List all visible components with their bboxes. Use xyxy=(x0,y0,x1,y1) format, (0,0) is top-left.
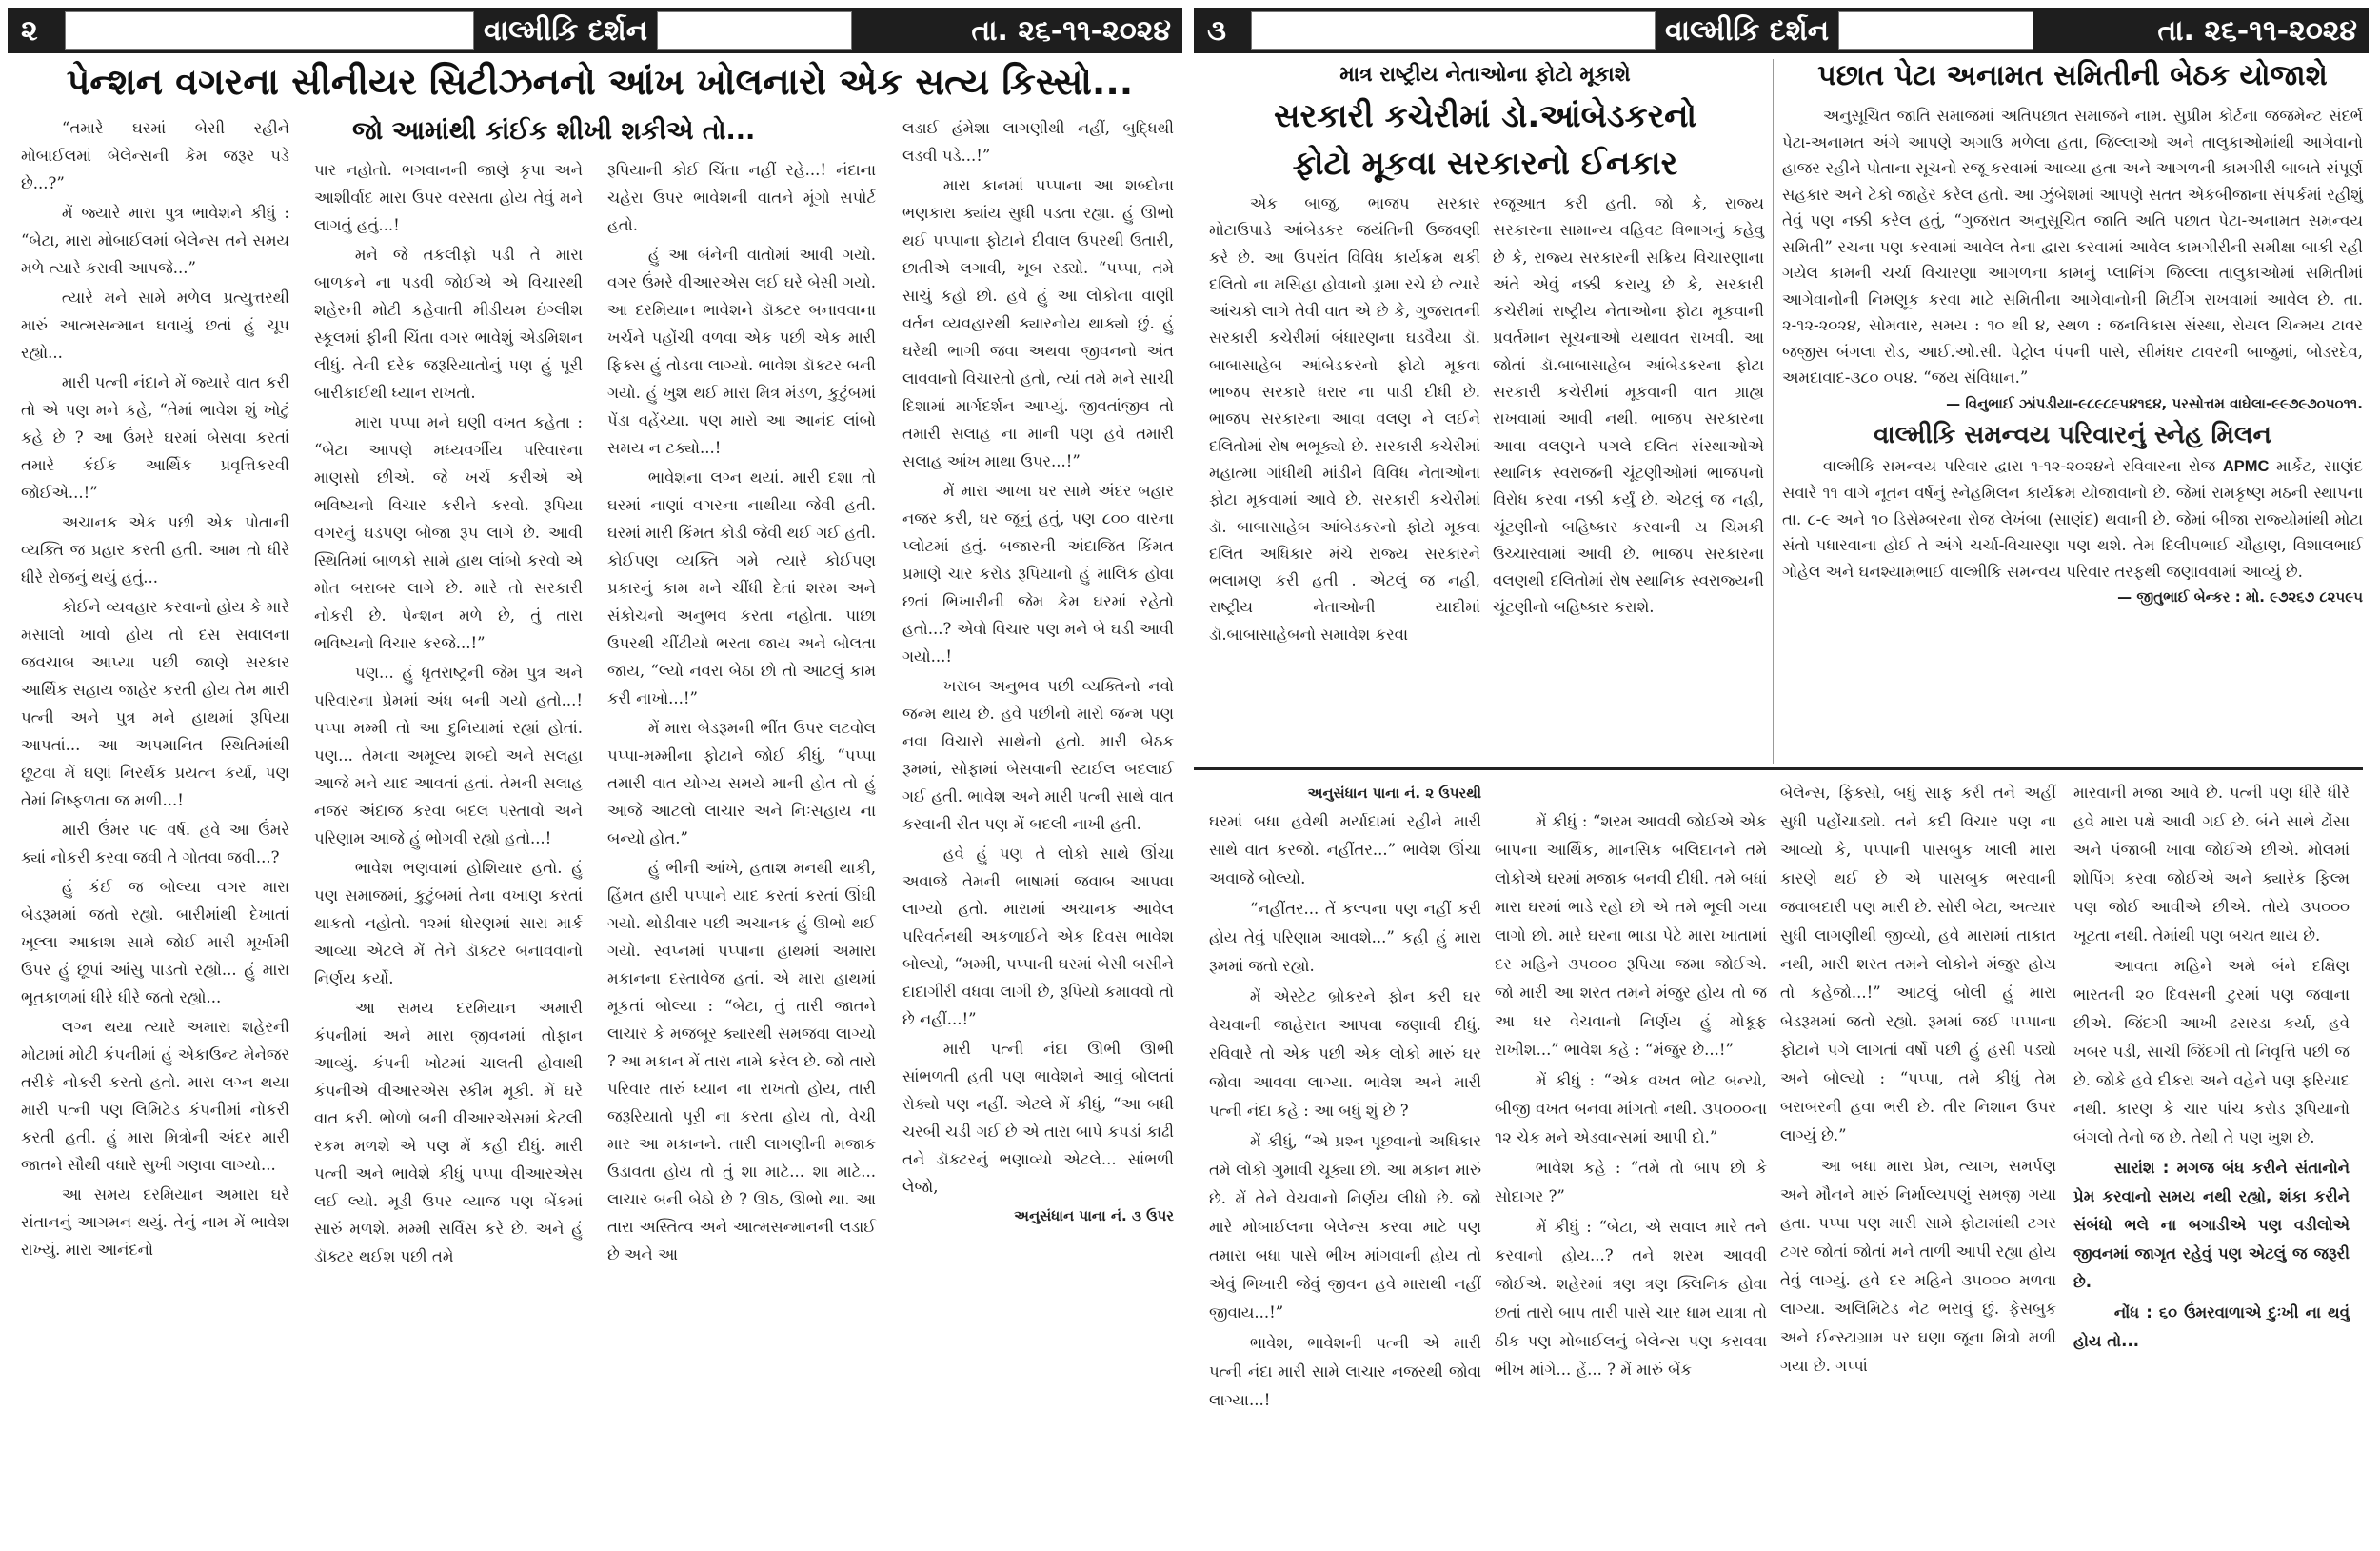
masthead-ad-box xyxy=(657,11,852,50)
paragraph: આ સમય દરમિયાન અમારા ઘરે સંતાનનું આગમન થયું. તેનું નામ મેં ભાવેશ રાખ્યું. મારા આનંદનો xyxy=(21,1185,289,1259)
sub-headline: જો આમાંથી કાંઈક શીખી શકીએ તો... xyxy=(352,116,756,146)
paragraph: હવે હું પણ તે લોકો સાથે ઊંચા અવાજે તેમની ભાષામાં જવાબ આપવા લાગ્યો હતો. મારામાં અચાનક આવેલ પરિવર્તનથી અકળાઈને એક દિવસ ભાવેશ બોલ્યો, “મમ્મી, પપ્પાની ઘરમાં બેસી બસીને દાદાગીરી વધવા લાગી છે, રૂપિયો કમાવવો તો છે નહીં...!” xyxy=(902,845,1174,1028)
masthead-ad-box xyxy=(1838,11,2033,50)
article-headline: પછાત પેટા અનામત સમિતીની બેઠક યોજાશે xyxy=(1817,59,2328,92)
paragraph: મેં કીધું, “એ પ્રશ્ન પૂછવાનો અધિકાર તમે લોકો ગુમાવી ચૂક્યા છો. આ મકાન મારું છે. મેં તેને વેચવાનો નિર્ણય લીધો છે. જો મારે મોબાઈલના બેલેન્સ કરવા માટે પણ તમારા બધા પાસે ભીખ માંગવાની હોય તો એવું ભિખારી જેવું જીવન હવે મારાથી નહીં જીવાય...!” xyxy=(1209,1132,1481,1322)
continuation-column-3 xyxy=(1780,779,2056,1382)
paragraph: આ સમય દરમિયાન અમારી કંપનીમાં અને મારા જીવનમાં તોફાન આવ્યું. કંપની ખોટમાં ચાલતી હોવાથી કંપનીએ વીઆરએસ સ્કીમ મૂકી. મેં ઘરે વાત કરી. ભોળો બની વીઆરએસમાં કેટલી રકમ મળશે એ પણ મેં કહી દીધું. મારી પત્ની અને ભાવેશે કીધું પપ્પા વીઆરએસ લઈ લ્યો. મૂડી ઉપર વ્યાજ પણ બેંકમાં સારું મળશે. મમ્મી સર્વિસ કરે છે. અને હું ડૉક્ટર થઈશ પછી તમે xyxy=(314,999,583,1265)
paragraph: મને જે તકલીફો પડી તે મારા બાળકને ના પડવી જોઈએ એ વિચારથી શહેરની મોટી કહેવાતી મીડીયમ ઇંગ્લીશ સ્કૂલમાં ફીની ચિંતા વગર ભાવેશું એડમિશન લીધું. તેની દરેક જરૂરિયાતોનું પણ હું પૂરી બારીકાઈથી ધ્યાન રાખતો. xyxy=(314,246,583,402)
paragraph: રૂપિયાની કોઈ ચિંતા નહીં રહે...! નંદાના ચહેરા ઉપર ભાવેશની વાતને મૂંગો સપોર્ટ હતો. xyxy=(607,161,876,234)
paragraph: મારા પપ્પા મને ઘણી વખત કહેતા : “બેટા આપણે મધ્યવર્ગીય પરિવારના માણસો છીએ. જે ખર્ચ કરીએ એ ભવિષ્યનો વિચાર કરીને કરવો. રૂપિયા વગરનું ઘડપણ બોજા રૂપ લાગે છે. આવી સ્થિતિમાં બાળકો સામે હાથ લાંબો કરવો એ મોત બરાબર લાગે છે. મારે તો સરકારી નોકરી છે. પેન્શન મળે છે, તું તારા ભવિષ્યનો વિચાર કરજે...!” xyxy=(314,413,583,652)
masthead xyxy=(1194,8,2369,53)
paragraph: માર્કેટ, સાણંદ સવારે ૧૧ વાગે નૂતન વર્ષનું સ્નેહમિલન કાર્યક્રમ યોજાવાનો છે. જેમાં રામકૃષ્ણ મઠની સ્થાપના તા. ૮-૯ અને ૧૦ ડિસેમ્બરના રોજ લેખંબા (સાણંદ) થવાની છે. જેમાં બીજા રાજ્યોમાંથી મોટા સંતો પધારવાના હોઈ તે અંગે ચર્ચા-વિચારણા પણ થશે. તેમ દિલીપભાઈ ચૌહાણ, વિશાલભાઈ ગોહેલ અને ઘનશ્યામભાઈ વાલ્મીકિ સમન્વય પરિવાર તરફથી જણાવવામાં આવ્યું છે. xyxy=(1782,456,2363,581)
paragraph: મેં મારા આખા ઘર સામે અંદર બહાર નજર કરી, ઘર જૂનું હતું, પણ ૮૦૦ વારના પ્લોટમાં હતું. બજારની અંદાજિત કિંમત પ્રમાણે ચાર કરોડ રૂપિયાનો હું માલિક હોવા છતાં ભિખારીની જેમ કેમ ઘરમાં રહેતો હતો...? એવો વિચાર પણ મને બે ઘડી આવી ગયો...! xyxy=(902,482,1174,666)
masthead xyxy=(8,8,1182,53)
paragraph: ઘરમાં બધા હવેથી મર્યાદામાં રહીને મારી સાથે વાત કરજો. નહીંતર...” ભાવેશ ઊંચા અવાજે બોલ્યો. xyxy=(1209,812,1481,887)
continued-on-label: અનુસંધાન પાના નં. ૩ ઉપર xyxy=(1014,1207,1174,1224)
paragraph: ભાવેશ કહે : “તમે તો બાપ છો કે સોદાગર ?” xyxy=(1495,1159,1767,1205)
paragraph: લગ્ન થયા ત્યારે અમારા શહેરની મોટામાં મોટી કંપનીમાં હું એકાઉન્ટ મેનેજર તરીકે નોકરી કરતો હતો. મારા લગ્ન થયા મારી પત્ની પણ લિમિટેડ કંપનીમાં નોકરી કરતી હતી. હું મારા મિત્રોની અંદર મારી જાતને સૌથી વધારે સુખી ગણવા લાગ્યો... xyxy=(21,1018,289,1174)
paper-name: વાલ્મીકિ દર્શન xyxy=(1665,13,1830,48)
page-number: ૨ xyxy=(21,13,38,48)
paragraph: મેં કીધું : “બેટા, એ સવાલ મારે તને કરવાનો હોય...? તને શરમ આવવી જોઈએ. શહેરમાં ત્રણ ત્રણ ક્લિનિક હોવા છતાં તારો બાપ તારી પાસે ચાર ધામ યાત્રા તો ઠીક પણ મોબાઈલનું બેલેન્સ પણ કરાવવા ભીખ માંગે... હેં... ? મેં મારું બેંક xyxy=(1495,1218,1767,1379)
masthead-ad-box xyxy=(65,11,474,50)
issue-date: તા. ૨૬-૧૧-૨૦૨૪ xyxy=(2157,13,2357,48)
paragraph: કોઈને વ્યવહાર કરવાનો હોય કે મારે મસાલો ખાવો હોય તો દસ સવાલના જવચાબ આપ્યા પછી જાણે સરકાર આર્થિક સહાય જાહેર કરતી હોય તેમ મારી પત્ની અને પુત્ર મને હાથમાં રૂપિયા આપતાં... આ અપમાનિત સ્થિતિમાંથી છૂટવા મેં ઘણાં નિરર્થક પ્રયત્ન કર્યા, પણ તેમાં નિષ્ફળતા જ મળી...! xyxy=(21,598,289,809)
section-divider xyxy=(1194,767,2363,770)
paragraph: મેં મારા બેડરૂમની ભીંત ઉપર લટવોલ પપ્પા-મમ્મીના ફોટાને જોઈ કીધું, “પપ્પા તમારી વાત યોગ્ય સમયે માની હોત તો હું આજે આટલો લાચાર અને નિઃસહાય ના બન્યો હોત.” xyxy=(607,719,876,847)
paragraph: મારી ઉંમર ૫૯ વર્ષ. હવે આ ઉંમરે ક્યાં નોકરી કરવા જવી તે ગોતવા જવી...? xyxy=(21,821,289,866)
article-body xyxy=(1782,103,2363,611)
paragraph: ખરાબ અનુભવ પછી વ્યક્તિનો નવો જન્મ થાય છે. હવે પછીનો મારો જન્મ પણ નવા વિચારો સાથેનો હતો. મારી બેઠક રૂમમાં, સોફામાં બેસવાની સ્ટાઈલ બદલાઈ ગઈ હતી. ભાવેશ અને મારી પત્ની સાથે વાત કરવાની રીત પણ મેં બદલી નાખી હતી. xyxy=(902,677,1174,833)
article-credit: — જીતુભાઈ બેન્કર : મો. ૯૭૨૬૭ ૮૨૫૯૫ xyxy=(2117,588,2363,606)
paragraph: બેલેન્સ, ફિક્સો, બધું સાફ કરી તને અહીં સુધી પહોંચાડ્યો. તને કદી વિચાર પણ ના આવ્યો કે, પપ્પાની પાસબુક ખાલી મારા કારણે થઈ છે એ પાસબુક ભરવાની જવાબદારી પણ મારી છે. સોરી બેટા, અત્યાર સુધી લાગણીથી જીવ્યો, હવે મારામાં તાકાત નથી, મારી શરત તમને લોકોને મંજુર હોય તો કહેજો...!” આટલું બોલી હું મારા બેડરૂમમાં જતો રહ્યો. રૂમમાં જઈ પપ્પાના ફોટાને પગે લાગતાં વર્ષો પછી હું હસી પડ્યો અને બોલ્યો : “પપ્પા, તમે કીધું તેમ બરાબરની હવા ભરી છે. તીર નિશાન ઉપર લાગ્યું છે.” xyxy=(1780,784,2056,1144)
story-column-4 xyxy=(902,114,1174,1230)
paragraph: હું આ બંનેની વાતોમાં આવી ગયો. વગર ઉંમરે વીઆરએસ લઈ ઘરે બેસી ગયો. આ દરમિયાન ભાવેશને ડૉક્ટર બનાવવાના ખર્ચને પહોંચી વળવા એક પછી એક મારી ફિક્સ હું તોડવા લાગ્યો. ભાવેશ ડૉક્ટર બની ગયો. હું ખુશ થઈ મારા મિત્ર મંડળ, કુટુંબમાં પેંડા વહેંચ્યા. પણ મારો આ આનંદ લાંબો સમય ન ટક્યો...! xyxy=(607,246,876,457)
paragraph: વાલ્મીકિ સમન્વય પરિવાર દ્વારા ૧-૧૨-૨૦૨૪ને રવિવારના રોજ xyxy=(1822,456,2216,475)
paragraph: મેં જ્યારે મારા પુત્ર ભાવેશને કીધું : “બેટા, મારા મોબાઈલમાં બેલેન્સ તને સમય મળે ત્યારે કરાવી આપજે...” xyxy=(21,204,289,277)
paragraph: મેં કીધું : “એક વખત ભોટ બન્યો, બીજી વખત બનવા માંગતો નથી. ૩૫૦૦૦ના ૧૨ ચેક મને એડવાન્સમાં આપી દો.” xyxy=(1495,1071,1767,1146)
paragraph: મારા કાનમાં પપ્પાના આ શબ્દોના ભણકારા ક્યાંય સુધી પડતા રહ્યા. હું ઊભો થઈ પપ્પાના ફોટાને દીવાલ ઉપરથી ઉતારી, છાતીએ લગાવી, ખૂબ રડ્યો. “પપ્પા, તમે સાચું કહો છો. હવે હું આ લોકોના વાણી વર્તન વ્યવહારથી ક્યારનોય થાક્યો છું. હું ઘરેથી ભાગી જવા અથવા જીવનનો અંત લાવવાનો વિચારતો હતો, ત્યાં તમે મને સાચી દિશામાં માર્ગદર્શન આપ્યું. જીવતાંજીવ તો તમારી સલાહ ના માની પણ હવે તમારી સલાહ આંખ માથા ઉપર...!” xyxy=(902,176,1174,470)
paragraph: રજૂઆત કરી હતી. જો કે, રાજ્ય સરકારના સામાન્ય વહિવટ વિભાગનું કહેવુ છે કે, રાજ્ય સરકારની સક્રિય વિચારણાના અંતે એવું નક્કી કરાયુ છે કે, સરકારી કચેરીમાં રાષ્ટ્રીય નેતાઓના ફોટા મૂકવાની પ્રવર્તમાન સૂચનાઓ યથાવત રાખવી. આ જોતાં ડૉ.બાબાસાહેબ આંબેડકરના ફોટા સરકારી કચેરીમાં મૂકવાની વાત ગ્રાહ્ય રાખવામાં આવી નથી. ભાજપ સરકારના આવા વલણને પગલે દલિત સંસ્થાઓએ સ્થાનિક સ્વરાજની ચૂંટણીઓમાં ભાજપનો વિરોધ કરવા નક્કી કર્યું છે. એટલું જ નહી, ચૂંટણીનો બહિષ્કાર કરવાની ય ચિમકી ઉચ્ચારવામાં આવી છે. ભાજપ સરકારના વલણથી દલિતોમાં રોષ સ્થાનિક સ્વરાજ્યની ચૂંટણીનો બહિષ્કાર કરાશે. xyxy=(1493,194,1764,617)
article-column-1 xyxy=(1209,190,1480,650)
article-kicker: માત્ર રાષ્ટ્રીય નેતાઓના ફોટો મૂકાશે xyxy=(1339,63,1631,87)
continuation-column-2 xyxy=(1495,807,1767,1386)
paragraph: મેં એસ્ટેટ બ્રોકરને ફોન કરી ઘર વેચવાની જાહેરાત આપવા જણાવી દીધું. રવિવારે તો એક પછી એક લોકો મારું ઘર જોવા આવવા લાગ્યા. ભાવેશ અને મારી પત્ની નંદા કહે : આ બધું શું છે ? xyxy=(1209,987,1481,1120)
paragraph: હું કંઈ જ બોલ્યા વગર મારા બેડરૂમમાં જતો રહ્યો. બારીમાંથી દેખાતાં ખૂલ્લા આકાશ સામે જોઈ મારી મૂર્ખામી ઉપર હું છૂપાં આંસુ પાડતો રહ્યો... હું મારા ભૂતકાળમાં ધીરે ધીરે જતો રહ્યો... xyxy=(21,878,289,1006)
article-headline: વાલ્મીકિ સમન્વય પરિવારનું સ્નેહ મિલન xyxy=(1874,421,2271,449)
paragraph: ભાવેશ, ભાવેશની પત્ની એ મારી પત્ની નંદા મારી સામે લાચાર નજરથી જોવા લાગ્યા...! xyxy=(1209,1334,1481,1409)
paragraph: મેં કીધું : “શરમ આવવી જોઈએ એક બાપના આર્થિક, માનસિક બલિદાનને તમે લોકોએ ઘરમાં મજાક બનવી દીધી. તમે બધાં મારા ઘરમાં ભાડે રહો છો એ તમે ભૂલી ગયા લાગો છો. મારે ઘરના ભાડા પેટે મારા ખાતામાં દર મહિને ૩૫૦૦૦ રૂપિયા જમા જોઈએ. જો મારી આ શરત તમને મંજુર હોય તો જ આ ઘર વેચવાનો નિર્ણય હું મોકૂફ રાખીશ...” ભાવેશ કહે : “મંજુર છે...!” xyxy=(1495,812,1767,1059)
main-headline: પેન્શન વગરના સીનીયર સિટીઝનનો આંખ ખોલનારો એક સત્ય કિસ્સો... xyxy=(66,61,1134,103)
story-column-2 xyxy=(314,156,583,1272)
paragraph: હું ભીની આંખે, હતાશ મનથી થાકી, હિંમત હારી પપ્પાને યાદ કરતાં કરતાં ઊંઘી ગયો. થોડીવાર પછી અચાનક હું ઊભો થઈ ગયો. સ્વપ્નમાં પપ્પાના હાથમાં અમારા મકાનના દસ્તાવેજ હતાં. એ મારા હાથમાં મૂકતાં બોલ્યા : “બેટા, તું તારી જાતને લાચાર કે મજબૂર ક્યારથી સમજવા લાગ્યો ? આ મકાન મેં તારા નામે કરેલ છે. જો તારો પરિવાર તારું ધ્યાન ના રાખતો હોય, તારી જરૂરિયાતો પૂરી ના કરતા હોય તો, વેચી માર આ મકાનને. તારી લાગણીની મજાક ઉડાવતા હોય તો તું શા માટે... શા માટે... લાચાર બની બેઠો છે ? ઊઠ, ઊભો થા. આ તારા અસ્તિત્વ અને આત્મસન્માનની લડાઈ છે અને આ xyxy=(607,859,876,1263)
page-number: ૩ xyxy=(1207,13,1226,48)
article-headline-line-1: સરકારી કચેરીમાં ડો.આંબેડકરનો xyxy=(1274,97,1696,135)
masthead-ad-box xyxy=(1251,11,1656,50)
paragraph: અચાનક એક પછી એક પોતાની વ્યક્તિ જ પ્રહાર કરતી હતી. આમ તો ધીરે ધીરે રોજનું થયું હતું... xyxy=(21,513,289,587)
continuation-column-1 xyxy=(1209,779,1481,1417)
issue-date: તા. ૨૬-૧૧-૨૦૨૪ xyxy=(971,13,1171,48)
story-column-1 xyxy=(21,114,289,1265)
paragraph: મારવાની મજા આવે છે. પત્ની પણ ધીરે ધીરે હવે મારા પક્ષે આવી ગઈ છે. બંને સાથે ઢોંસા અને પંજાબી ખાવા જોઈએ છીએ. મોલમાં શોપિંગ કરવા જોઈએ અને ક્યારેક ફિલ્મ પણ જોઈ આવીએ છીએ. તોયે ૩૫૦૦૦ ખૂટતા નથી. તેમાંથી પણ બચત થાય છે. xyxy=(2073,784,2350,945)
paragraph: આ બધા મારા પ્રેમ, ત્યાગ, સમર્પણ અને મૌનને મારું નિર્માલ્યપણું સમજી ગયા હતા. પપ્પા પણ મારી સામે ફોટામાંથી ટગર ટગર જોતાં જોતાં મને તાળી આપી રહ્યા હોય તેવું લાગ્યું. હવે દર મહિને ૩૫૦૦૦ મળવા લાગ્યા. અલિમિટેડ નેટ ભરાવું છું. ફેસબુક અને ઈન્સ્ટાગ્રામ પર ઘણા જૂના મિત્રો મળી ગયા છે. ગપ્પાં xyxy=(1780,1157,2056,1375)
article-headline-line-2: ફોટો મૂકવા સરકારનો ઈનકાર xyxy=(1292,145,1678,183)
paragraph: મારી પત્ની નંદા ઊભી ઊભી સાંભળતી હતી પણ ભાવેશને આવું બોલતાં રોક્યો પણ નહીં. એટલે મેં કીધું, “આ બધી ચરબી ચડી ગઈ છે એ તારા બાપે કપડાં કાઢી તને ડૉક્ટરનું ભણાવ્યો એટલે... સાંભળી લેજો, xyxy=(902,1040,1174,1196)
paragraph: પાર નહોતો. ભગવાનની જાણે કૃપા અને આશીર્વાદ મારા ઉપર વરસતા હોય તેવું મને લાગતું હતું...! xyxy=(314,161,583,234)
continuation-column-4 xyxy=(2073,779,2350,1358)
article-credit: — વિનુભાઈ ઝાંપડીયા-૯૮૯૮૯૫૪૧૬૪, પરસોત્તમ વાઘેલા-૯૯૭૯૭૦૫૦૧૧. xyxy=(1946,394,2363,412)
newspaper-page-3 xyxy=(1190,0,2380,1551)
column-divider xyxy=(1773,59,1774,764)
footnote: નોંધ : ૬૦ ઉંમરવાળાએ દુઃખી ના થવું હોય તો... xyxy=(2073,1303,2350,1350)
paragraph: મારી પત્ની નંદાને મેં જ્યારે વાત કરી તો એ પણ મને કહે, “તેમાં ભાવેશ શું ખોટું કહે છે ? આ ઉંમરે ઘરમાં બેસવા કરતાં તમારે કંઈક આર્થિક પ્રવૃત્તિકરવી જોઈએ...!” xyxy=(21,373,289,502)
apmc-label: APMC xyxy=(2222,457,2270,475)
paragraph: પણ... હું ધૃતરાષ્ટ્રની જેમ પુત્ર અને પરિવારના પ્રેમમાં અંધ બની ગયો હતો...! પપ્પા મમ્મી તો આ દુનિયામાં રહ્યાં હોતાં. પણ... તેમના અમૂલ્ય શબ્દો અને સલહા આજે મને યાદ આવતાં હતાં. તેમની સલાહ નજર અંદાજ કરવા બદલ પસ્તાવો અને પરિણામ આજે હું ભોગવી રહ્યો હતો...! xyxy=(314,664,583,847)
story-column-3 xyxy=(607,156,876,1270)
paragraph: ભાવેશના લગ્ન થયાં. મારી દશા તો ઘરમાં નાણાં વગરના નાથીયા જેવી હતી. ઘરમાં મારી કિંમત કોડી જેવી થઈ ગઈ હતી. કોઈપણ વ્યક્તિ ગમે ત્યારે કોઈપણ પ્રકારનું કામ મને ચીંધી દેતાં શરમ અને સંકોચનો અનુભવ કરતા નહોતા. પાછા ઉપરથી ચીંટીયો ભરતા જાય અને બોલતા જાય, “લ્યો નવરા બેઠા છો તો આટલું કામ કરી નાખો...!” xyxy=(607,468,876,707)
continued-from-label: અનુસંધાન પાના નં. ૨ ઉપરથી xyxy=(1307,785,1481,802)
paragraph: ત્યારે મને સામે મળેલ પ્રત્યુત્તરથી મારું આત્મસન્માન ઘવાયું છતાં હું ચૂપ રહ્યો... xyxy=(21,288,289,362)
paragraph: ભાવેશ ભણવામાં હોશિયાર હતો. હું પણ સમાજમાં, કુટુંબમાં તેના વખાણ કરતાં થાકતો નહોતો. ૧૨માં ધોરણમાં સારા માર્ક આવ્યા એટલે મેં તેને ડૉક્ટર બનાવવાનો નિર્ણય કર્યો. xyxy=(314,859,583,987)
paragraph: અનુસૂચિત જાતિ સમાજમાં અતિપછાત સમાજને નામ. સુપ્રીમ કોર્ટના જજમેન્ટ સંદર્ભ પેટા-અનામત અંગે આપણે અગાઉ મળેલા હતા, જિલ્લાઓ અને તાલુકાઓમાંથી આગેવાનો હાજર રહીને પોતાના સૂચનો રજૂ કરવામાં આવ્યા હતા અને આગળની કામગીરી બાબતે સંપૂર્ણ સહકાર અને ટેકો જાહેર કરેલ હતો. આ ઝુંબેશમાં આપણે સતત એકબીજાના સંપર્કમાં રહીશું તેવું પણ નક્કી કરેલ હતું, “ગુજરાત અનુસૂચિત જાતિ અતિ પછાત પેટા-અનામત સમન્વય સમિતી” રચના પણ કરવામાં આવેલ તેના દ્વારા કરવામાં આવેલ કામગીરીની સમીક્ષા બાકી રહી ગયેલ કામની ચર્ચા વિચારણા આગળના કામનું પ્લાનિંગ જિલ્લા તાલુકાઓમાં સમિતીમાં આગેવાનોની નિમણૂક કરવા માટે સમિતીના આગેવાનોની મિટીંગ રાખવામાં આવેલ છે. તા. ૨-૧૨-૨૦૨૪, સોમવાર, સમય : ૧૦ થી ૪, સ્થળ : જનવિકાસ સંસ્થા, રોયલ ચિન્મય ટાવર જજીસ બંગલા રોડ, આઈ.ઓ.સી. પેટ્રોલ પંપની પાસે, સીમંધર ટાવરની બાજુમાં, બોડરદેવ, અમદાવાદ-૩૮૦ ૦૫૪. “જય સંવિધાન.” xyxy=(1782,107,2363,387)
paper-name: વાલ્મીકિ દર્શન xyxy=(484,13,648,48)
paragraph: આવતા મહિને અમે બંને દક્ષિણ ભારતની ૨૦ દિવસની ટુરમાં પણ જવાના છીએ. જિંદગી આખી ઢસરડા કર્યા, હવે ખબર પડી, સાચી જિંદગી તો નિવૃત્તિ પછી જ છે. જોકે હવે દીકરા અને વહેને પણ ફરિયાદ નથી. કારણ કે ચાર પાંચ કરોડ રૂપિયાનો બંગલો તેનો જ છે. તેથી તે પણ ખુશ છે. xyxy=(2073,957,2350,1146)
paragraph: “તમારે ઘરમાં બેસી રહીને મોબાઈલમાં બેલેન્સની કેમ જરૂર પડે છે...?” xyxy=(21,119,289,192)
summary-note: સારાંશ : મગજ બંધ કરીને સંતાનોને પ્રેમ કરવાનો સમય નથી રહ્યો, શંકા કરીને સંબંધો ભલે ના બગાડીએ પણ વડીલોએ જીવનમાં જાગૃત રહેવું પણ એટલું જ જરૂરી છે. xyxy=(2073,1159,2350,1291)
paragraph: “નહીંતર... તેં કલ્પના પણ નહીં કરી હોય તેવું પરિણામ આવશે...” કહી હું મારા રૂમમાં જતો રહ્યો. xyxy=(1209,900,1481,975)
paragraph: એક બાજુ, ભાજપ સરકાર મોટાઉપાડે આંબેડકર જયંતિની ઉજવણી કરે છે. આ ઉપરાંત વિવિધ કાર્યક્રમ થકી દલિતો ના મસિહા હોવાનો ડ્રામા રચે છે ત્યારે આંચકો લાગે તેવી વાત એ છે કે, ગુજરાતની સરકારી કચેરીમાં બંધારણના ઘડવૈયા ડૉ. બાબાસાહેબ આંબેડકરનો ફોટો મૂકવા ભાજપ સરકારે ધરાર ના પાડી દીધી છે. ભાજપ સરકારના આવા વલણ ને લઈને દલિતોમાં રોષ ભભૂક્યો છે. સરકારી કચેરીમાં મહાત્મા ગાંધીથી માંડીને વિવિધ નેતાઓના ફોટા મૂકવામાં આવે છે. સરકારી કચેરીમાં ડૉ. બાબાસાહેબ આંબેડકરનો ફોટો મૂકવા દલિત અધિકાર મંચે રાજ્ય સરકારને ભલામણ કરી હતી . એટલું જ નહી, રાષ્ટ્રીય નેતાઓની યાદીમાં ડૉ.બાબાસાહેબનો સમાવેશ કરવા xyxy=(1209,194,1480,644)
article-column-2 xyxy=(1493,190,1764,624)
paragraph: લડાઈ હંમેશા લાગણીથી નહીં, બુદ્ધિથી લડવી પડે...!” xyxy=(902,119,1174,165)
